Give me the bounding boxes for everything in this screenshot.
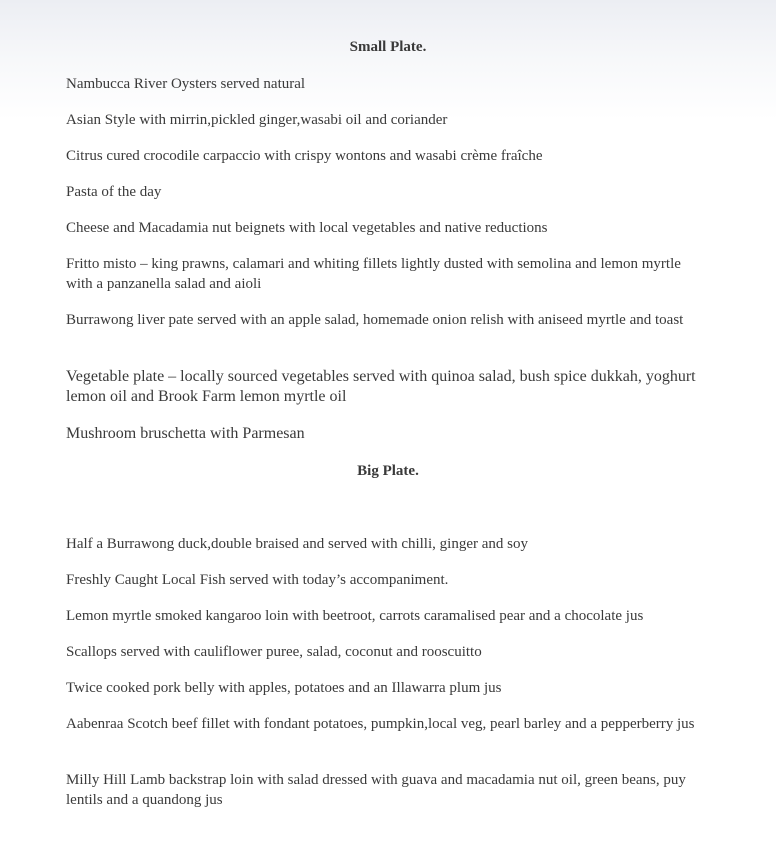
- menu-item: Scallops served with cauliflower puree, salad, coconut and rooscuitto: [66, 644, 482, 660]
- menu-item: Asian Style with mirrin,pickled ginger,wasabi oil and coriander: [66, 112, 448, 128]
- big-plate-title: Big Plate.: [357, 463, 419, 479]
- menu-item: Aabenraa Scotch beef fillet with fondant potatoes, pumpkin,local veg, pearl barley and a pepperberry jus: [66, 716, 695, 732]
- menu-item: Lemon myrtle smoked kangaroo loin with beetroot, carrots caramalised pear and a chocolate jus: [66, 608, 644, 624]
- menu-item: Fritto misto – king prawns, calamari and whiting fillets lightly dusted with semolina and lemon myrtle with a panzanella salad and aioli: [66, 256, 681, 292]
- menu-item: Freshly Caught Local Fish served with today’s accompaniment.: [66, 572, 449, 588]
- menu-item: Twice cooked pork belly with apples, potatoes and an Illawarra plum jus: [66, 680, 502, 696]
- menu-item: Mushroom bruschetta with Parmesan: [66, 425, 305, 442]
- menu-item: Nambucca River Oysters served natural: [66, 76, 306, 92]
- small-plate-title: Small Plate.: [349, 39, 427, 55]
- menu-item: Vegetable plate – locally sourced vegetables served with quinoa salad, bush spice dukkah, yoghurt lemon oil and Brook Farm lemon myrtle oil: [66, 368, 696, 405]
- menu-item: Pasta of the day: [66, 184, 162, 200]
- menu-item: Cheese and Macadamia nut beignets with local vegetables and native reductions: [66, 220, 548, 236]
- menu-item: Half a Burrawong duck,double braised and served with chilli, ginger and soy: [66, 536, 528, 552]
- menu-item: Burrawong liver pate served with an apple salad, homemade onion relish with aniseed myrtle and toast: [66, 312, 684, 328]
- menu-item: Citrus cured crocodile carpaccio with crispy wontons and wasabi crème fraîche: [66, 148, 543, 164]
- menu-item: Milly Hill Lamb backstrap loin with salad dressed with guava and macadamia nut oil, green beans, puy lentils and a quandong jus: [66, 772, 686, 808]
